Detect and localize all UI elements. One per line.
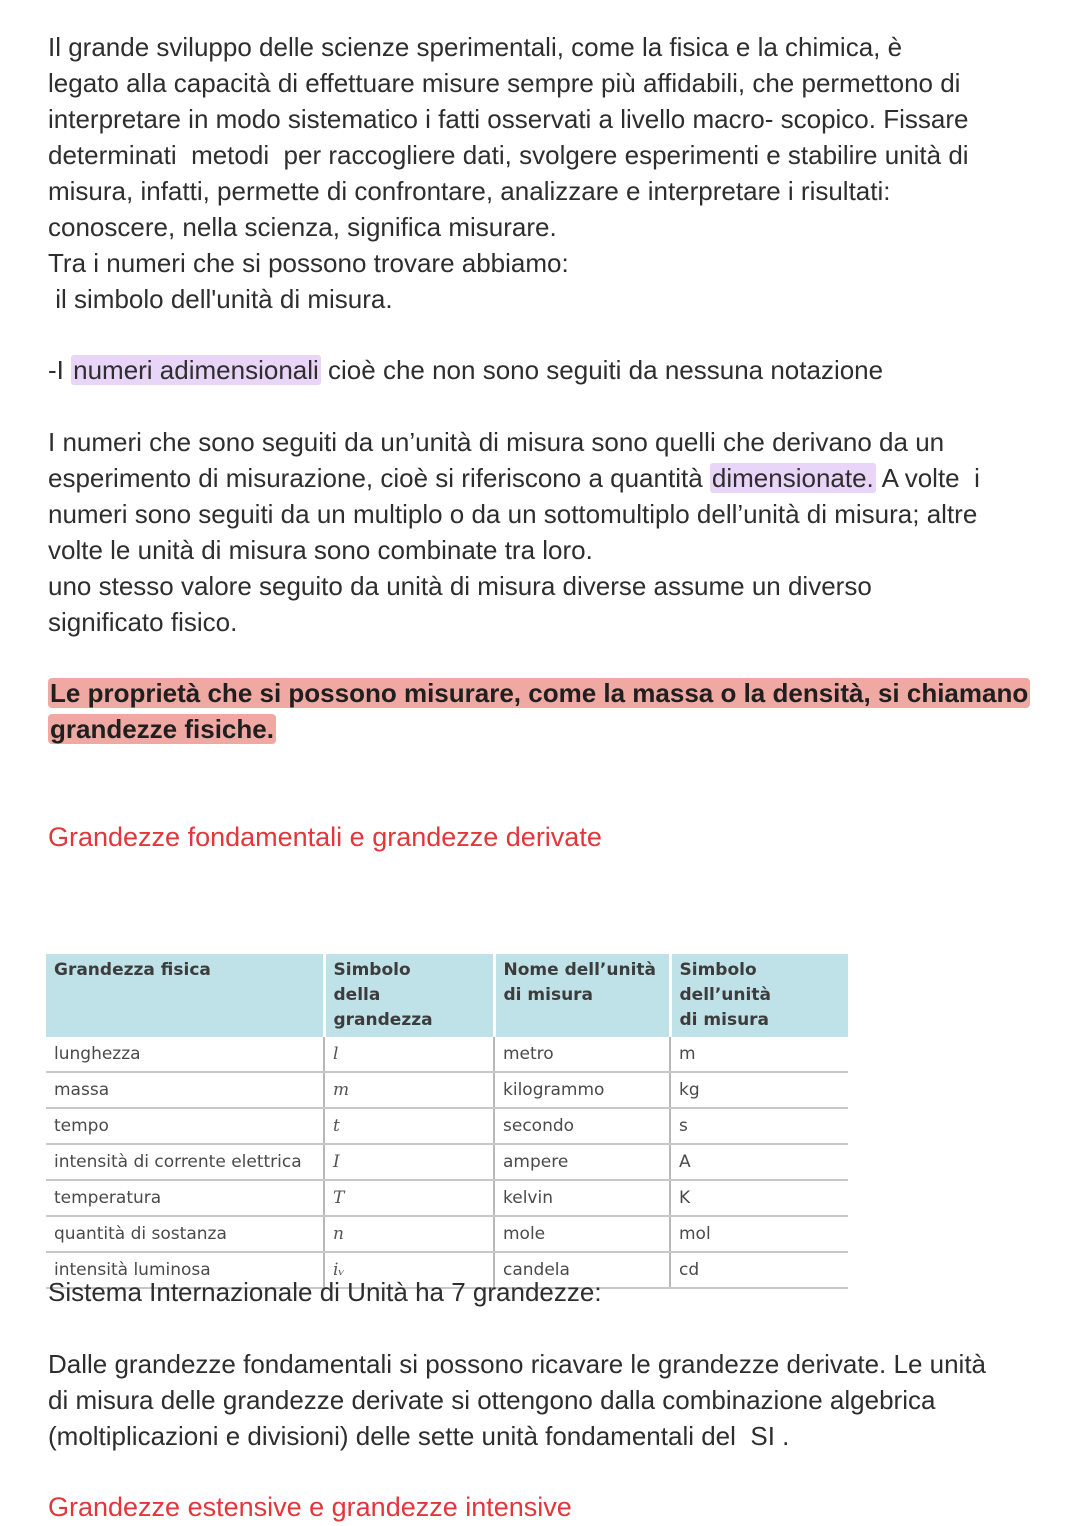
cell-quantity-symbol: T xyxy=(324,1180,494,1216)
physical-quantities-definition xyxy=(48,675,1030,747)
cell-quantity: temperatura xyxy=(46,1180,324,1216)
cell-quantity-symbol: l xyxy=(324,1037,494,1072)
header-unit-name: Nome dell’unità di misura xyxy=(494,954,670,1037)
adimensional-numbers-line xyxy=(48,352,883,388)
header-quantity: Grandezza fisica xyxy=(46,954,324,1037)
si-caption: Sistema Internazionale di Unità ha 7 grandezze: xyxy=(48,1277,602,1307)
cell-unit-symbol: s xyxy=(670,1108,848,1144)
cell-unit-symbol: cd xyxy=(670,1252,848,1288)
dimensioned-before: I numeri che sono seguiti da un’unità di misura sono quelli che derivano da un esperimento di misurazione, cioè si riferiscono a quantità xyxy=(48,427,945,493)
cell-quantity: intensità luminosa xyxy=(46,1252,324,1288)
adimensional-suffix: cioè che non sono seguiti da nessuna notazione xyxy=(320,355,884,385)
cell-unit-name: ampere xyxy=(494,1144,670,1180)
header-quantity-symbol: Simbolo della grandezza xyxy=(324,954,494,1037)
cell-quantity: massa xyxy=(46,1072,324,1108)
table-row xyxy=(46,1108,848,1144)
cell-quantity-symbol: I xyxy=(324,1144,494,1180)
cell-unit-name: candela xyxy=(494,1252,670,1288)
cell-unit-symbol: K xyxy=(670,1180,848,1216)
definition-highlight: Le proprietà che si possono misurare, come la massa o la densità, si chiamano grandezze fisiche. xyxy=(50,678,1029,744)
section-heading-fundamental-derived: Grandezze fondamentali e grandezze derivate xyxy=(48,822,602,852)
cell-quantity: quantità di sostanza xyxy=(46,1216,324,1252)
intro-paragraph: Il grande sviluppo delle scienze sperimentali, come la fisica e la chimica, è legato alla capacità di effettuare misure sempre più affidabili, che permettono di interpretare in modo sistematico i fatti osservati a livello macro- scopico. Fissare determinati metodi per raccogliere dati, svolgere esperimenti e stabilire unità di misura, infatti, permette di confrontare, analizzare e interpretare i risultati: conoscere, nella scienza, significa misurare. Tra i numeri che si possono trovare abbiamo: il simbolo dell'unità di misura. xyxy=(48,32,969,314)
cell-quantity: intensità di corrente elettrica xyxy=(46,1144,324,1180)
dimensioned-highlight: dimensionate. xyxy=(711,463,874,493)
cell-unit-symbol: m xyxy=(670,1037,848,1072)
cell-unit-symbol: mol xyxy=(670,1216,848,1252)
adimensional-prefix: -I xyxy=(48,355,72,385)
cell-unit-name: metro xyxy=(494,1037,670,1072)
cell-quantity-symbol: n xyxy=(324,1216,494,1252)
table-row xyxy=(46,1072,848,1108)
cell-quantity-symbol: iᵥ xyxy=(324,1252,494,1288)
cell-unit-symbol: A xyxy=(670,1144,848,1180)
table-row xyxy=(46,1216,848,1252)
cell-quantity: tempo xyxy=(46,1108,324,1144)
table-row xyxy=(46,1037,848,1072)
cell-unit-name: mole xyxy=(494,1216,670,1252)
cell-unit-name: kilogrammo xyxy=(494,1072,670,1108)
cell-quantity: lunghezza xyxy=(46,1037,324,1072)
derived-quantities-paragraph: Dalle grandezze fondamentali si possono ricavare le grandezze derivate. Le unità di misura delle grandezze derivate si ottengono dalla combinazione algebrica (moltiplicazioni e divisioni) delle sette unità fondamentali del SI . xyxy=(48,1349,987,1451)
cell-quantity-symbol: m xyxy=(324,1072,494,1108)
adimensional-highlight: numeri adimensionali xyxy=(73,355,319,385)
cell-unit-symbol: kg xyxy=(670,1072,848,1108)
cell-quantity-symbol: t xyxy=(324,1108,494,1144)
table-row xyxy=(46,1180,848,1216)
cell-unit-name: secondo xyxy=(494,1108,670,1144)
section-heading-extensive-intensive: Grandezze estensive e grandezze intensive xyxy=(48,1492,572,1522)
table-header-row xyxy=(46,954,848,1037)
header-unit-symbol: Simbolo dell’unità di misura xyxy=(670,954,848,1037)
dimensioned-numbers-paragraph xyxy=(48,424,980,640)
dimensioned-after: A volte i numeri sono seguiti da un multiplo o da un sottomultiplo dell’unità di misura; altre volte le unità di misura sono combinate tra loro. uno stesso valore seguito da unità di misura diverse assume un diverso significato fisico. xyxy=(48,463,980,637)
si-units-table xyxy=(46,954,848,1289)
cell-unit-name: kelvin xyxy=(494,1180,670,1216)
table-row xyxy=(46,1144,848,1180)
